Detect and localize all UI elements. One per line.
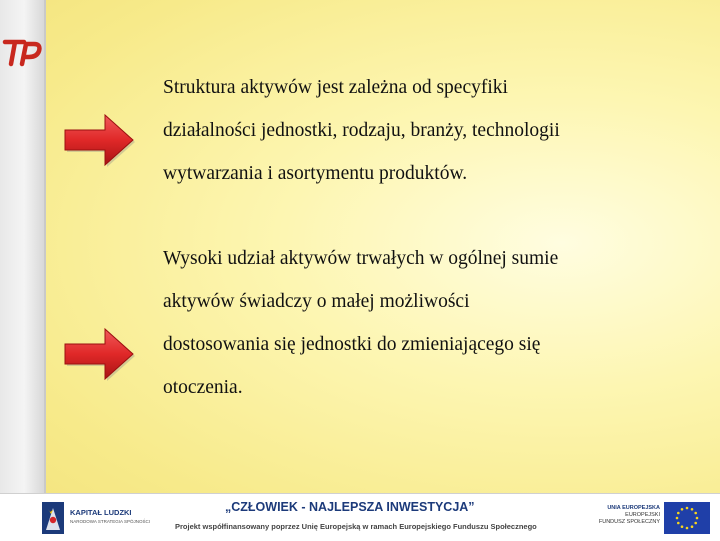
arrow-right-icon bbox=[63, 112, 135, 168]
text-line: dostosowania się jednostki do zmieniającego się bbox=[163, 334, 541, 355]
eu-line-2: EUROPEJSKI bbox=[625, 512, 660, 518]
text-line: otoczenia. bbox=[163, 377, 243, 398]
kapital-ludzki-title: KAPITAŁ LUDZKI bbox=[70, 508, 132, 517]
arrow-right-icon bbox=[63, 326, 135, 382]
eu-line-3: FUNDUSZ SPOŁECZNY bbox=[598, 519, 660, 525]
text-line: działalności jednostki, rodzaju, branży, technologii bbox=[163, 120, 560, 141]
paragraph-fixed-assets bbox=[163, 237, 683, 409]
text-line: Struktura aktywów jest zależna od specyfiki bbox=[163, 77, 508, 98]
text-line: aktywów świadczy o małej możliwości bbox=[163, 291, 470, 312]
text-line: Wysoki udział aktywów trwałych w ogólnej sumie bbox=[163, 248, 559, 269]
tp-logo bbox=[2, 36, 42, 68]
footer-banner bbox=[0, 493, 720, 541]
eu-line-1: UNIA EUROPEJSKA bbox=[607, 505, 660, 511]
footer-slogan: „CZŁOWIEK - NAJLEPSZA INWESTYCJA” bbox=[225, 500, 475, 514]
left-sidebar-bar bbox=[0, 0, 46, 493]
paragraph-asset-structure bbox=[163, 66, 683, 195]
kapital-ludzki-subtitle: NARODOWA STRATEGIA SPÓJNOŚCI bbox=[70, 519, 151, 524]
eu-flag-icon bbox=[664, 502, 710, 534]
eu-fund-label bbox=[599, 505, 660, 526]
kapital-ludzki-logo bbox=[40, 500, 150, 536]
footer-project-line: Projekt współfinansowany poprzez Unię Europejską w ramach Europejskiego Funduszu Społecznego bbox=[175, 522, 537, 531]
text-line: wytwarzania i asortymentu produktów. bbox=[163, 163, 468, 184]
